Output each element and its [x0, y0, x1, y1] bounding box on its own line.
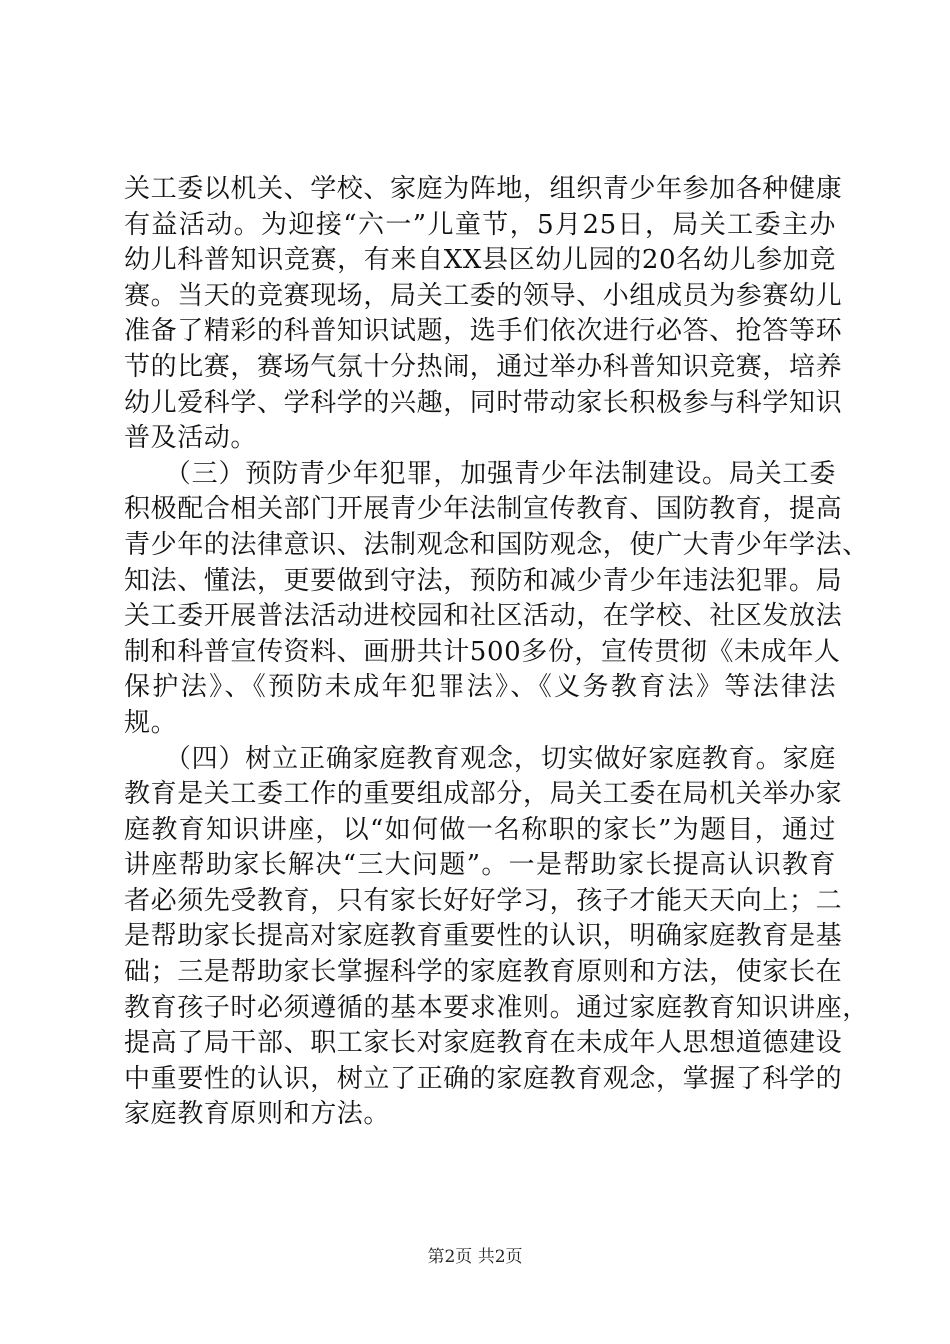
- text-line: 中重要性的认识，树立了正确的家庭教育观念，掌握了科学的: [124, 1063, 843, 1094]
- text-line: 普及活动。: [124, 423, 258, 454]
- page-number: 第2页 共2页: [427, 1247, 523, 1267]
- document-body: [124, 172, 869, 1133]
- text-line: （四）树立正确家庭教育观念，切实做好家庭教育。家庭: [124, 743, 836, 774]
- text-line: 节的比赛，赛场气氛十分热闹，通过举办科普知识竞赛，培养: [124, 351, 843, 382]
- text-line: 积极配合相关部门开展青少年法制宣传教育、国防教育，提高: [124, 494, 843, 525]
- text-line: 家庭教育原则和方法。: [124, 1099, 391, 1130]
- text-line: 关工委以机关、学校、家庭为阵地，组织青少年参加各种健康: [124, 174, 843, 204]
- text-line: 规。: [124, 707, 178, 738]
- text-line: 有益活动。为迎接“六一”儿童节，5月25日，局关工委主办: [124, 209, 836, 240]
- text-line: 保护法》、《预防未成年犯罪法》、《义务教育法》等法律法: [124, 672, 836, 703]
- text-line: 是帮助家长提高对家庭教育重要性的认识，明确家庭教育是基: [124, 921, 843, 952]
- text-line: 青少年的法律意识、法制观念和国防观念，使广大青少年学法、: [124, 529, 869, 560]
- text-line: 者必须先受教育，只有家长好好学习，孩子才能天天向上；二: [124, 885, 843, 916]
- text-line: （三）预防青少年犯罪，加强青少年法制建设。局关工委: [124, 458, 836, 489]
- text-line: 讲座帮助家长解决“三大问题”。一是帮助家长提高认识教育: [124, 850, 836, 881]
- text-line: 知法、懂法，更要做到守法，预防和减少青少年违法犯罪。局: [124, 565, 843, 596]
- text-line: 赛。当天的竞赛现场，局关工委的领导、小组成员为参赛幼儿: [124, 280, 843, 311]
- text-line: 关工委开展普法活动进校园和社区活动，在学校、社区发放法: [124, 601, 843, 632]
- text-line: 幼儿科普知识竞赛，有来自XX县区幼儿园的20名幼儿参加竞: [124, 245, 836, 276]
- text-line: 础；三是帮助家长掌握科学的家庭教育原则和方法，使家长在: [124, 957, 843, 988]
- text-line: 准备了精彩的科普知识试题，选手们依次进行必答、抢答等环: [124, 316, 843, 347]
- text-line: 庭教育知识讲座，以“如何做一名称职的家长”为题目，通过: [124, 814, 836, 845]
- text-line: 教育孩子时必须遵循的基本要求准则。通过家庭教育知识讲座，: [124, 992, 869, 1023]
- text-line: 制和科普宣传资料、画册共计500多份，宣传贯彻《未成年人: [124, 636, 841, 667]
- text-line: 教育是关工委工作的重要组成部分，局关工委在局机关举办家: [124, 779, 843, 810]
- text-line: 幼儿爱科学、学科学的兴趣，同时带动家长积极参与科学知识: [124, 387, 843, 418]
- text-line: 提高了局干部、职工家长对家庭教育在未成年人思想道德建设: [124, 1028, 843, 1059]
